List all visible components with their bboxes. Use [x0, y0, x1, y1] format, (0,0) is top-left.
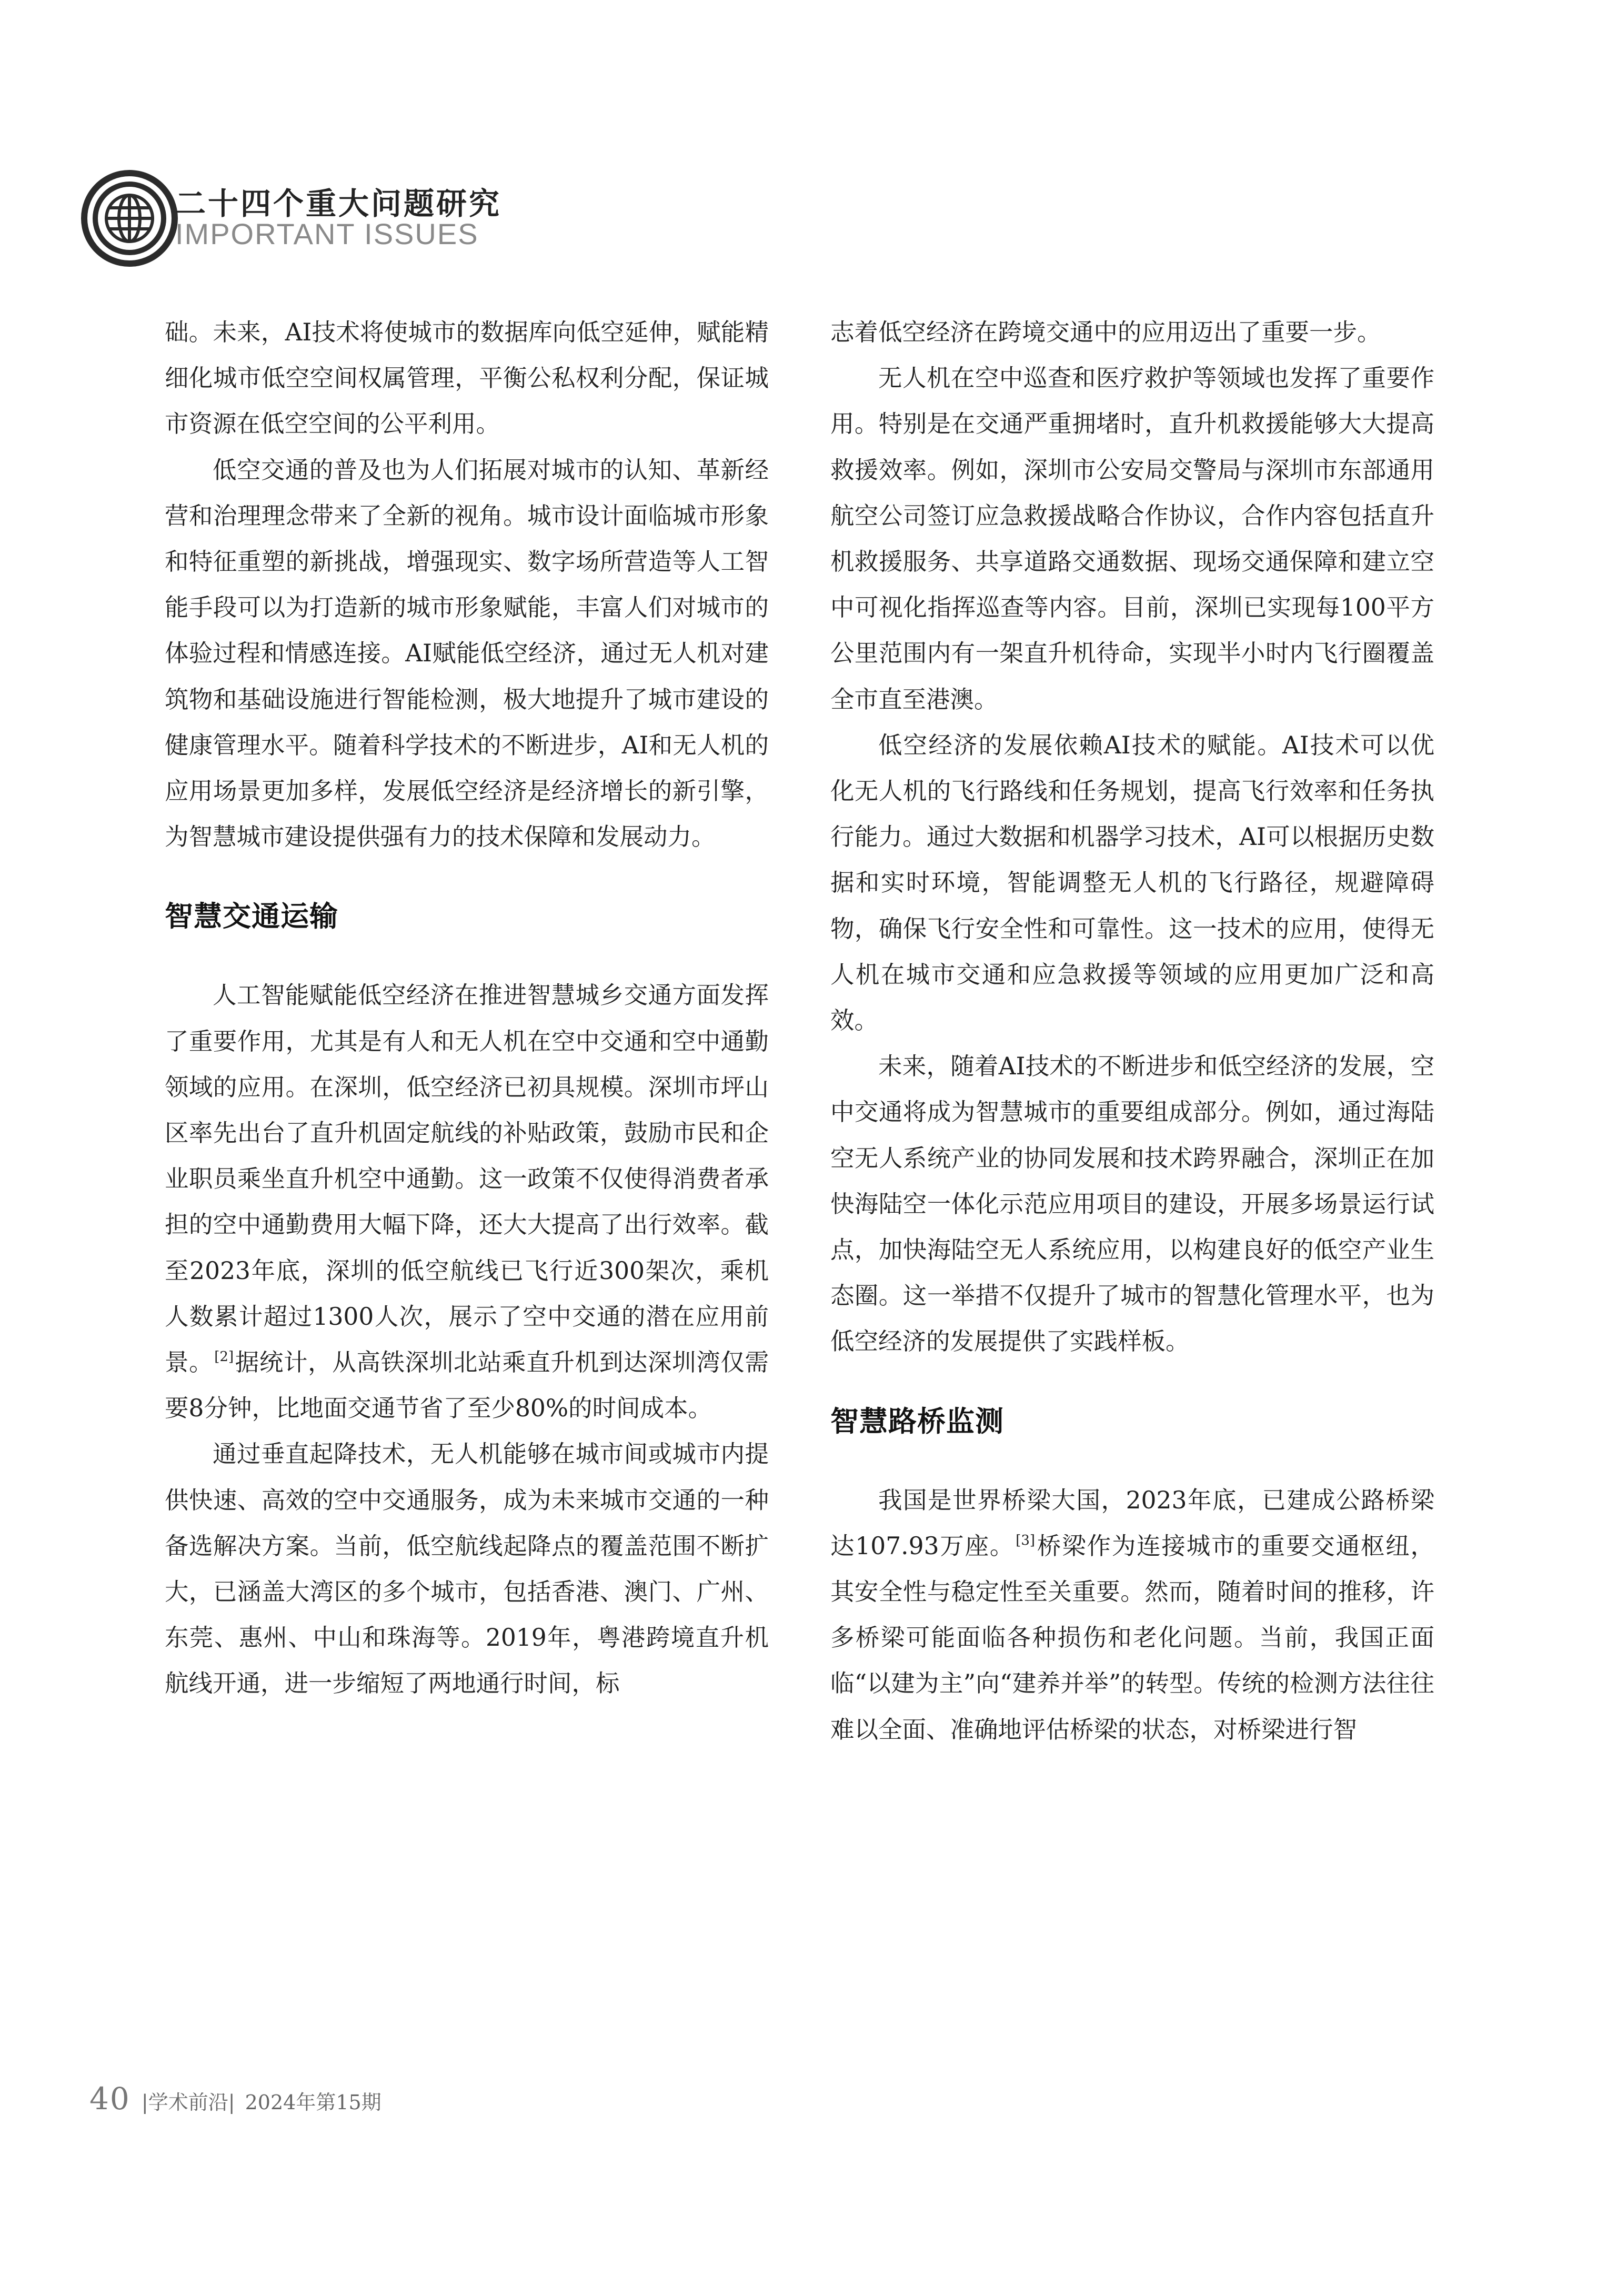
section-heading-bridge-monitoring: 智慧路桥监测 — [830, 1404, 1004, 1438]
paragraph — [830, 1477, 1434, 1753]
page-number: 40 — [89, 2081, 130, 2117]
page-footer — [89, 2081, 381, 2117]
paragraph: 无人机在空中巡查和医疗救护等领域也发挥了重要作用。特别是在交通严重拥堵时，直升机救援能够大大提高救援效率。例如，深圳市公安局交警局与深圳市东部通用航空公司签订应急救援战略合作协议，合作内容包括直升机救援服务、共享道路交通数据、现场交通保障和建立空中可视化指挥巡查等内容。目前，深圳已实现每100平方公里范围内有一架直升机待命，实现半小时内飞行圈覆盖全市直至港澳。 — [830, 364, 1434, 713]
paragraph-text: 我国是世界桥梁大国，2023年底，已建成公路桥梁达107.93万座。 — [830, 1486, 1434, 1560]
paragraph — [165, 972, 769, 1431]
section-title: 二十四个重大问题研究 — [175, 186, 502, 221]
paragraph: 低空交通的普及也为人们拓展对城市的认知、革新经营和治理理念带来了全新的视角。城市设计面临城市形象和特征重塑的新挑战，增强现实、数字场所营造等人工智能手段可以为打造新的城市形象赋能，丰富人们对城市的体验过程和情感连接。AI赋能低空经济，通过无人机对建筑物和基础设施进行智能检测，极大地提升了城市建设的健康管理水平。随着科学技术的不断进步，AI和无人机的应用场景更加多样，发展低空经济是经济增长的新引擎，为智慧城市建设提供强有力的技术保障和发展动力。 — [165, 456, 769, 851]
paragraph: 低空经济的发展依赖AI技术的赋能。AI技术可以优化无人机的飞行路线和任务规划，提高飞行效率和任务执行能力。通过大数据和机器学习技术，AI可以根据历史数据和实时环境，智能调整无人机的飞行路径，规避障碍物，确保飞行安全性和可靠性。这一技术的应用，使得无人机在城市交通和应急救援等领域的应用更加广泛和高效。 — [830, 731, 1434, 1035]
paragraph-text: 据统计，从高铁深圳北站乘直升机到达深圳湾仅需要8分钟，比地面交通节省了至少80%的时间成本。 — [165, 1348, 769, 1423]
paragraph: 础。未来，AI技术将使城市的数据库向低空延伸，赋能精细化城市低空空间权属管理，平衡公私权利分配，保证城市资源在低空空间的公平利用。 — [165, 318, 769, 438]
paragraph-text: 人工智能赋能低空经济在推进智慧城乡交通方面发挥了重要作用，尤其是有人和无人机在空中交通和空中通勤领域的应用。在深圳，低空经济已初具规模。深圳市坪山区率先出台了直升机固定航线的补贴政策，鼓励市民和企业职员乘坐直升机空中通勤。这一政策不仅使得消费者承担的空中通勤费用大幅下降，还大大提高了出行效率。截至2023年底，深圳的低空航线已飞行近300架次，乘机人数累计超过1300人次，展示了空中交通的潜在应用前景。 — [165, 981, 769, 1377]
paragraph: 未来，随着AI技术的不断进步和低空经济的发展，空中交通将成为智慧城市的重要组成部分。例如，通过海陆空无人系统产业的协同发展和技术跨界融合，深圳正在加快海陆空一体化示范应用项目的建设，开展多场景运行试点，加快海陆空无人系统应用，以构建良好的低空产业生态圈。这一举措不仅提升了城市的智慧化管理水平，也为低空经济的发展提供了实践样板。 — [830, 1052, 1434, 1356]
right-column — [830, 309, 1434, 1753]
paragraph: 通过垂直起降技术，无人机能够在城市间或城市内提供快速、高效的空中交通服务，成为未来城市交通的一种备选解决方案。当前，低空航线起降点的覆盖范围不断扩大，已涵盖大湾区的多个城市，包括香港、澳门、广州、东莞、惠州、中山和珠海等。2019年，粤港跨境直升机航线开通，进一步缩短了两地通行时间，标 — [165, 1440, 769, 1698]
section-heading-smart-transport: 智慧交通运输 — [165, 900, 338, 933]
issue-info: 2024年第15期 — [245, 2091, 381, 2114]
paragraph-text: 桥梁作为连接城市的重要交通枢纽，其安全性与稳定性至关重要。然而，随着时间的推移，许多桥梁可能面临各种损伤和老化问题。当前，我国正面临“以建为主”向“建养并举”的转型。传统的检测方法往往难以全面、准确地评估桥梁的状态，对桥梁进行智 — [830, 1532, 1434, 1744]
left-column — [165, 309, 769, 1707]
citation-ref: [2] — [214, 1349, 234, 1365]
citation-ref: [3] — [1016, 1532, 1036, 1548]
section-subtitle: IMPORTANT ISSUES — [175, 217, 479, 250]
journal-name: |学术前沿| — [141, 2091, 235, 2114]
globe-logo-icon — [77, 166, 182, 271]
paragraph: 志着低空经济在跨境交通中的应用迈出了重要一步。 — [830, 318, 1381, 346]
